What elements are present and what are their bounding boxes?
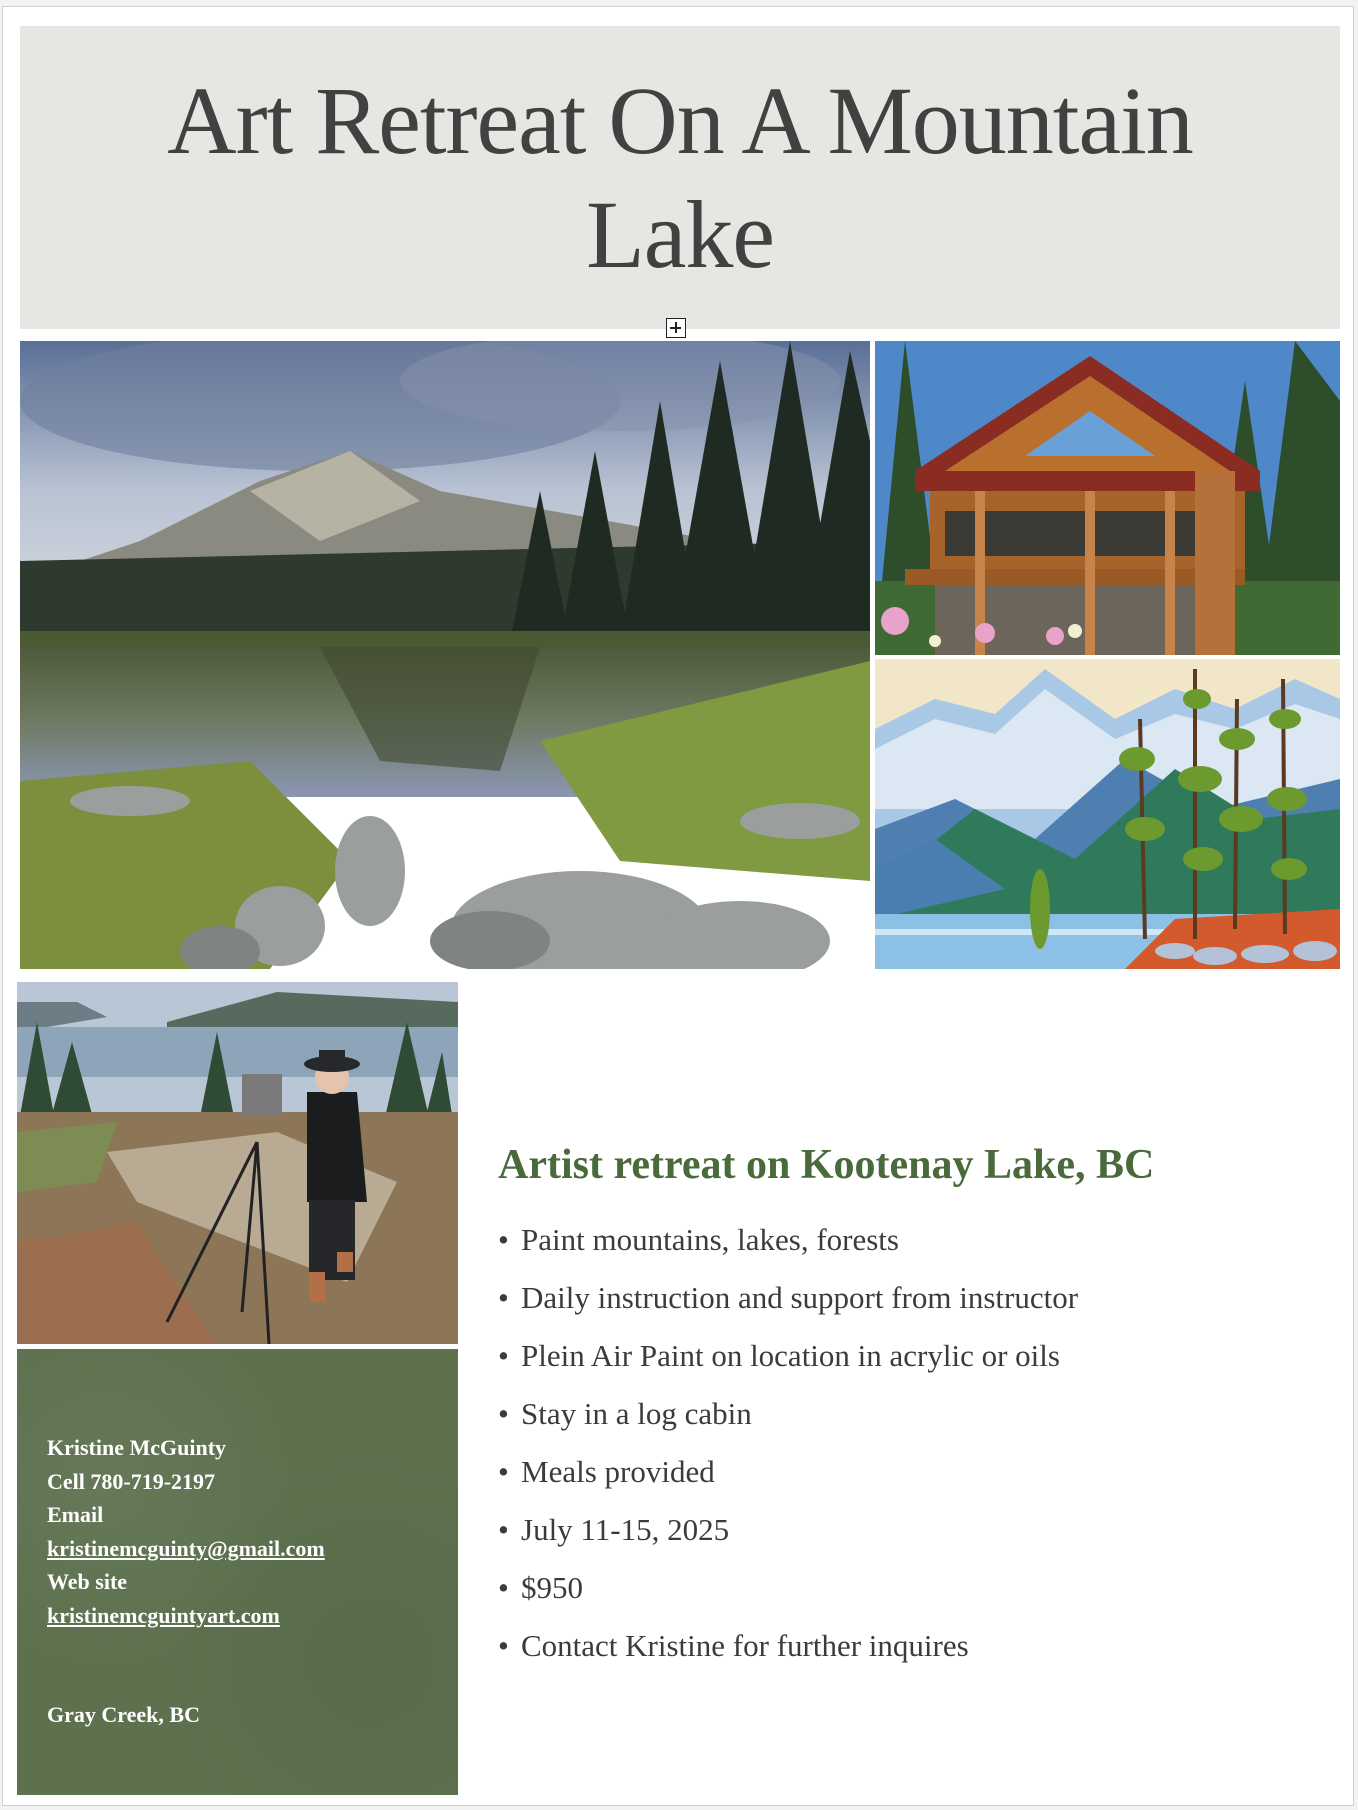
- contact-name: Kristine McGuinty: [47, 1435, 227, 1460]
- bullet-icon: •: [498, 1396, 509, 1431]
- contact-spacer: [47, 1632, 458, 1698]
- retreat-details-list: [498, 1211, 1338, 1675]
- retreat-heading: Artist retreat on Kootenay Lake, BC: [498, 1142, 1155, 1188]
- list-item: [498, 1269, 1338, 1327]
- flyer-page: [2, 6, 1354, 1806]
- list-item: [498, 1559, 1338, 1617]
- bullet-icon: •: [498, 1570, 509, 1605]
- list-item: [498, 1501, 1338, 1559]
- list-item-text: Contact Kristine for further inquires: [521, 1628, 969, 1663]
- contact-website-label: Web site: [47, 1569, 128, 1594]
- mountain-lake-photo: [20, 341, 870, 969]
- contact-location: Gray Creek, BC: [47, 1702, 200, 1727]
- page-title: Art Retreat On A Mountain Lake: [167, 66, 1193, 288]
- move-handle-icon[interactable]: [666, 318, 686, 338]
- contact-cell: Cell 780-719-2197: [47, 1468, 216, 1494]
- bullet-icon: •: [498, 1454, 509, 1489]
- list-item-text: Plein Air Paint on location in acrylic or oils: [521, 1338, 1060, 1373]
- bullet-icon: •: [498, 1280, 509, 1315]
- bullet-icon: •: [498, 1512, 509, 1547]
- contact-website-link[interactable]: kristinemcguintyart.com: [47, 1602, 280, 1628]
- title-banner: [20, 26, 1340, 329]
- list-item: [498, 1443, 1338, 1501]
- list-item: [498, 1617, 1338, 1675]
- log-cabin-photo: [875, 341, 1340, 655]
- bullet-icon: •: [498, 1222, 509, 1257]
- list-item-text: $950: [521, 1570, 583, 1605]
- bullet-icon: •: [498, 1628, 509, 1663]
- list-item-text: July 11-15, 2025: [521, 1512, 730, 1547]
- list-item-text: Daily instruction and support from instructor: [521, 1280, 1079, 1315]
- contact-info-box: [17, 1349, 458, 1795]
- contact-email-link[interactable]: kristinemcguinty@gmail.com: [47, 1535, 325, 1561]
- bullet-icon: •: [498, 1338, 509, 1373]
- list-item-text: Paint mountains, lakes, forests: [521, 1222, 899, 1257]
- contact-email-label: Email: [47, 1502, 104, 1527]
- list-item: [498, 1327, 1338, 1385]
- artist-painting-outdoors-photo: [17, 982, 458, 1344]
- mountain-painting: [875, 659, 1340, 969]
- list-item-text: Stay in a log cabin: [521, 1396, 752, 1431]
- list-item: [498, 1211, 1338, 1269]
- list-item: [498, 1385, 1338, 1443]
- list-item-text: Meals provided: [521, 1454, 715, 1489]
